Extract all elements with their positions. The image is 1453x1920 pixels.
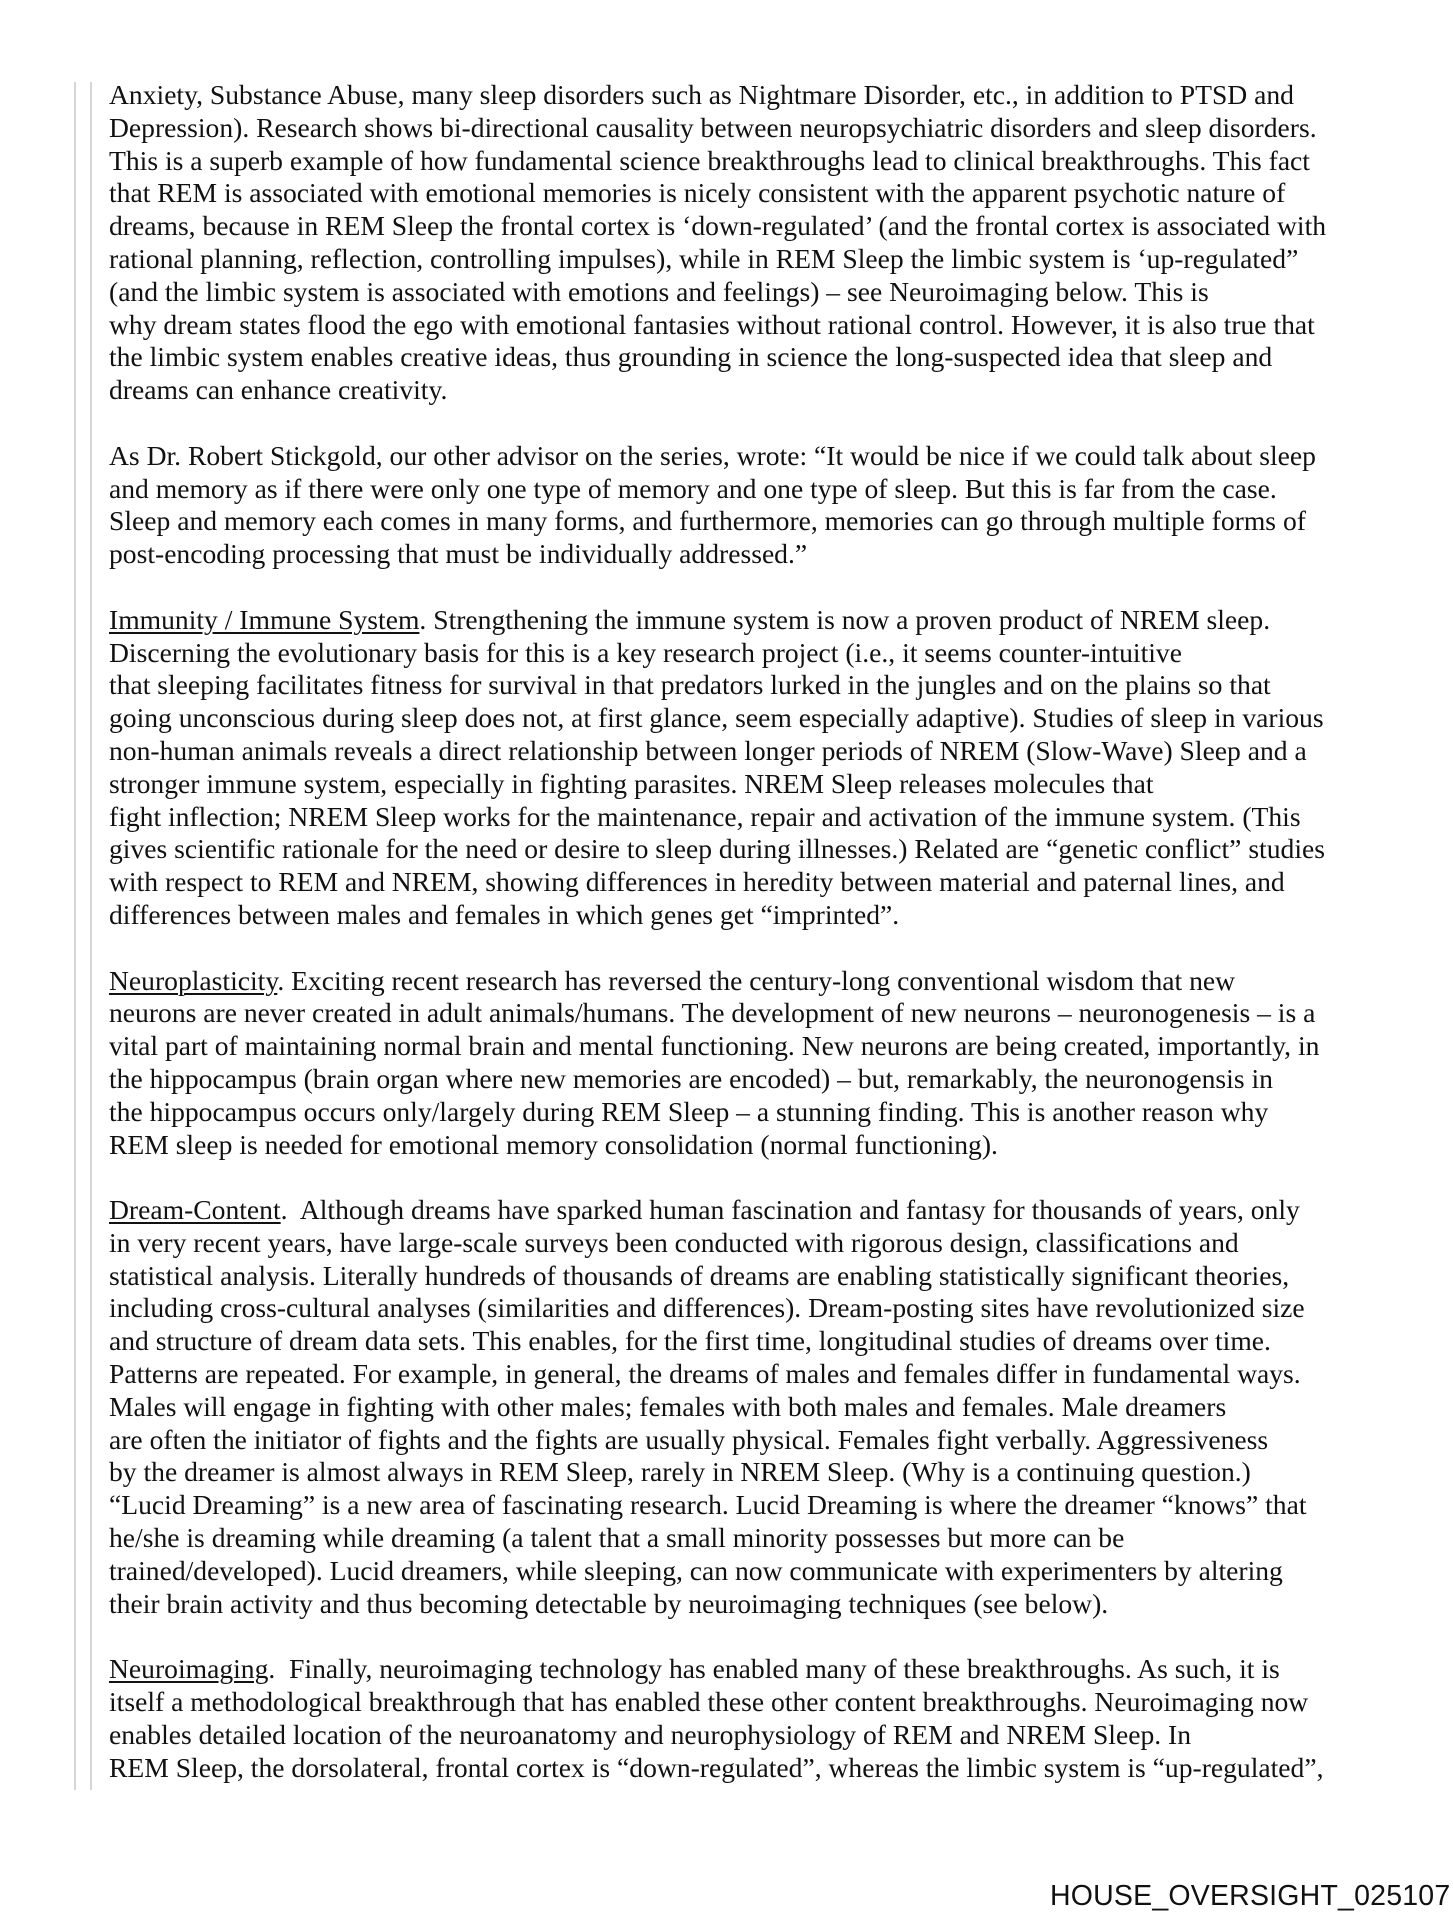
text-line <box>109 604 1419 637</box>
text-line: REM Sleep, the dorsolateral, frontal cortex is “down-regulated”, whereas the limbic system is “up-regulated”, <box>109 1751 1324 1783</box>
text-line: dreams can enhance creativity. <box>109 374 448 406</box>
text-run: . Finally, neuroimaging technology has enabled many of these breakthroughs. As such, it is <box>268 1653 1280 1685</box>
text-line: going unconscious during sleep does not, at first glance, seem especially adaptive). Studies of sleep in various <box>109 702 1324 734</box>
section-heading-immunity: Immunity / Immune System <box>109 603 420 635</box>
text-line: Patterns are repeated. For example, in general, the dreams of males and females differ in fundamental ways. <box>109 1358 1301 1390</box>
paragraph-neuroplasticity <box>109 965 1419 1162</box>
text-line: are often the initiator of fights and the fights are usually physical. Females fight verbally. Aggressiveness <box>109 1423 1269 1455</box>
text-line: the hippocampus occurs only/largely during REM Sleep – a stunning finding. This is another reason why <box>109 1095 1269 1127</box>
text-line: including cross-cultural analyses (similarities and differences). Dream-posting sites have revolutionized size <box>109 1292 1305 1324</box>
section-heading-dream-content: Dream-Content <box>109 1194 281 1226</box>
text-run: . Exciting recent research has reversed the century-long conventional wisdom that new <box>277 964 1236 996</box>
text-line: post-encoding processing that must be individually addressed.” <box>109 538 808 570</box>
text-line: by the dreamer is almost always in REM Sleep, rarely in NREM Sleep. (Why is a continuing question.) <box>109 1456 1251 1488</box>
text-line: neurons are never created in adult animals/humans. The development of new neurons – neuronogenesis – is a <box>109 997 1316 1029</box>
text-line: and structure of dream data sets. This enables, for the first time, longitudinal studies of dreams over time. <box>109 1325 1271 1357</box>
bates-number-footer: HOUSE_OVERSIGHT_025107 <box>1050 1880 1451 1912</box>
text-line: with respect to REM and NREM, showing differences in heredity between material and paternal lines, and <box>109 866 1285 898</box>
text-line: This is a superb example of how fundamental science breakthroughs lead to clinical breakthroughs. This fact <box>109 144 1310 176</box>
text-line: in very recent years, have large-scale surveys been conducted with rigorous design, classifications and <box>109 1226 1239 1258</box>
text-line: he/she is dreaming while dreaming (a talent that a small minority possesses but more can be <box>109 1522 1125 1554</box>
text-line: that REM is associated with emotional memories is nicely consistent with the apparent psychotic nature of <box>109 177 1286 209</box>
text-line: statistical analysis. Literally hundreds of thousands of dreams are enabling statistically significant theories, <box>109 1259 1290 1291</box>
text-line: fight inflection; NREM Sleep works for the maintenance, repair and activation of the immune system. (This <box>109 800 1301 832</box>
text-line: As Dr. Robert Stickgold, our other advisor on the series, wrote: “It would be nice if we could talk about sleep <box>109 439 1316 471</box>
text-line: the hippocampus (brain organ where new memories are encoded) – but, remarkably, the neuronogensis in <box>109 1062 1273 1094</box>
text-line: itself a methodological breakthrough that has enabled these other content breakthroughs. Neuroimaging now <box>109 1686 1309 1718</box>
text-line: Males will engage in fighting with other males; females with both males and females. Male dreamers <box>109 1390 1227 1422</box>
text-run: . Although dreams have sparked human fascination and fantasy for thousands of years, only <box>280 1194 1300 1226</box>
text-line <box>109 1653 1419 1686</box>
text-line: dreams, because in REM Sleep the frontal cortex is ‘down-regulated’ (and the frontal cortex is associated with <box>109 210 1327 242</box>
text-line: vital part of maintaining normal brain and mental functioning. New neurons are being created, importantly, in <box>109 1030 1320 1062</box>
text-line: their brain activity and thus becoming detectable by neuroimaging techniques (see below). <box>109 1587 1109 1619</box>
text-line <box>109 1194 1419 1227</box>
margin-change-bar <box>90 82 92 1790</box>
text-line: Sleep and memory each comes in many forms, and furthermore, memories can go through multiple forms of <box>109 505 1306 537</box>
text-line: why dream states flood the ego with emotional fantasies without rational control. However, it is also true that <box>109 308 1315 340</box>
section-heading-neuroimaging: Neuroimaging <box>109 1653 269 1685</box>
text-line: the limbic system enables creative ideas, thus grounding in science the long-suspected idea that sleep and <box>109 341 1273 373</box>
paragraph-sleep-disorders <box>109 79 1419 407</box>
text-line: stronger immune system, especially in fighting parasites. NREM Sleep releases molecules that <box>109 767 1154 799</box>
document-body <box>109 79 1419 1817</box>
section-heading-neuroplasticity: Neuroplasticity <box>109 964 278 996</box>
text-run: . Strengthening the immune system is now a proven product of NREM sleep. <box>419 603 1271 635</box>
text-line: (and the limbic system is associated with emotions and feelings) – see Neuroimaging below. This is <box>109 275 1209 307</box>
paragraph-dream-content <box>109 1194 1419 1620</box>
text-line: “Lucid Dreaming” is a new area of fascinating research. Lucid Dreaming is where the dreamer “knows” that <box>109 1489 1307 1521</box>
text-line <box>109 965 1419 998</box>
text-line: enables detailed location of the neuroanatomy and neurophysiology of REM and NREM Sleep. In <box>109 1718 1192 1750</box>
text-line: Anxiety, Substance Abuse, many sleep disorders such as Nightmare Disorder, etc., in addition to PTSD and <box>109 79 1294 110</box>
text-line: differences between males and females in which genes get “imprinted”. <box>109 898 900 930</box>
paragraph-stickgold-quote <box>109 440 1419 571</box>
text-line: Depression). Research shows bi-directional causality between neuropsychiatric disorders and sleep disorders. <box>109 111 1317 143</box>
text-line: that sleeping facilitates fitness for survival in that predators lurked in the jungles and on the plains so that <box>109 669 1271 701</box>
text-line: trained/developed). Lucid dreamers, while sleeping, can now communicate with experimenters by altering <box>109 1554 1283 1586</box>
margin-change-bar <box>74 82 76 1790</box>
text-line: gives scientific rationale for the need or desire to sleep during illnesses.) Related are “genetic conflict” studies <box>109 833 1325 865</box>
paragraph-immunity <box>109 604 1419 932</box>
text-line: non-human animals reveals a direct relationship between longer periods of NREM (Slow-Wave) Sleep and a <box>109 734 1307 766</box>
text-line: Discerning the evolutionary basis for this is a key research project (i.e., it seems counter-intuitive <box>109 636 1182 668</box>
paragraph-neuroimaging <box>109 1653 1419 1784</box>
text-line: REM sleep is needed for emotional memory consolidation (normal functioning). <box>109 1128 998 1160</box>
text-line: rational planning, reflection, controlling impulses), while in REM Sleep the limbic system is ‘up-regulated” <box>109 242 1299 274</box>
text-line: and memory as if there were only one type of memory and one type of sleep. But this is far from the case. <box>109 472 1277 504</box>
